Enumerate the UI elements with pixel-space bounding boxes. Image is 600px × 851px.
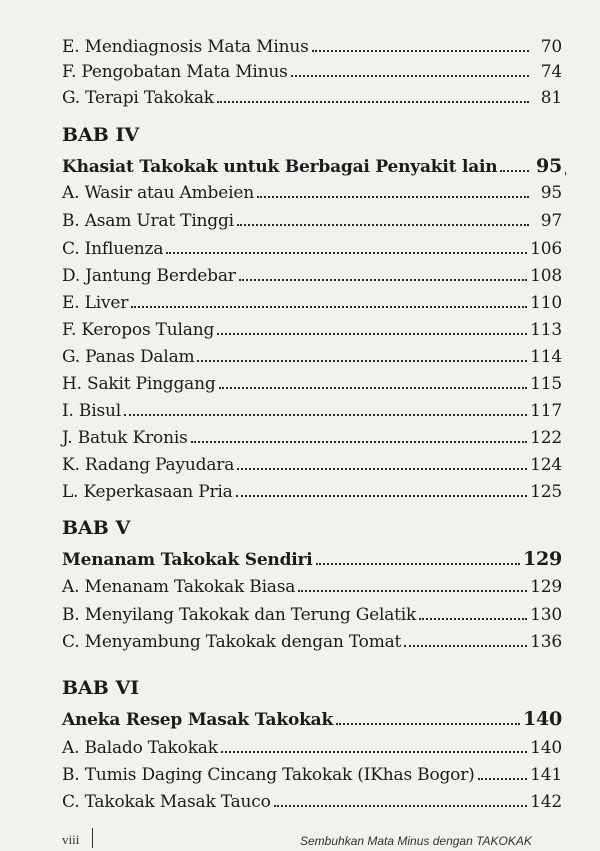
toc-entry — [62, 176, 562, 202]
entry-page: 136 — [530, 632, 562, 652]
leader-dots — [124, 414, 527, 416]
entry-label: E. Liver — [62, 293, 129, 313]
leader-dots — [237, 468, 527, 470]
entry-page: 124 — [530, 455, 562, 475]
leader-dots — [197, 360, 527, 362]
chapter-title — [62, 150, 562, 176]
entry-label: B. Asam Urat Tinggi — [62, 211, 234, 231]
toc-entry — [62, 475, 562, 501]
toc-entry — [62, 731, 562, 757]
entry-page: 110 — [530, 293, 562, 313]
leader-dots — [191, 441, 528, 443]
running-title: Sembuhkan Mata Minus dengan TAKOKAK — [300, 834, 532, 848]
leader-dots — [419, 618, 527, 620]
leader-dots — [298, 590, 527, 592]
entry-page: 142 — [530, 792, 562, 812]
toc-entry — [62, 81, 562, 107]
entry-page: 141 — [530, 765, 562, 785]
entry-page: 114 — [530, 347, 562, 367]
entry-page: 70 — [540, 37, 562, 57]
leader-dots — [166, 252, 527, 254]
chapter-title-label: Khasiat Takokak untuk Berbagai Penyakit lain — [62, 157, 498, 177]
entry-page: 108 — [530, 266, 562, 286]
entry-label: C. Takokak Masak Tauco — [62, 792, 271, 812]
leader-dots — [336, 723, 520, 725]
stray-mark: ' — [564, 170, 568, 184]
entry-label: I. Bisul — [62, 401, 121, 421]
toc-entry — [62, 625, 562, 651]
leader-dots — [500, 170, 529, 172]
footer-separator — [92, 828, 93, 848]
chapter-heading: BAB V — [62, 517, 131, 539]
chapter-title-label: Menanam Takokak Sendiri — [62, 550, 313, 570]
chapter-title-page: 140 — [522, 708, 562, 730]
chapter-title — [62, 543, 562, 569]
leader-dots — [219, 387, 528, 389]
leader-dots — [274, 805, 528, 807]
toc-entry — [62, 758, 562, 784]
toc-entry — [62, 785, 562, 811]
entry-page: 125 — [530, 482, 562, 502]
chapter-title-page: 129 — [522, 548, 562, 570]
toc-entry — [62, 232, 562, 258]
toc-entry — [62, 367, 562, 393]
entry-page: 140 — [530, 738, 562, 758]
leader-dots — [312, 50, 529, 52]
chapter-title-label: Aneka Resep Masak Takokak — [62, 710, 334, 730]
chapter-heading: BAB VI — [62, 677, 140, 699]
entry-label: E. Mendiagnosis Mata Minus — [62, 37, 309, 57]
entry-page: 95 — [540, 183, 562, 203]
chapter-title — [62, 703, 562, 729]
toc-entry — [62, 313, 562, 339]
page-footer — [0, 832, 600, 851]
entry-label: C. Influenza — [62, 239, 164, 259]
toc-entry — [62, 421, 562, 447]
entry-page: 130 — [530, 605, 562, 625]
leader-dots — [221, 751, 527, 753]
entry-label: A. Menanam Takokak Biasa — [62, 577, 296, 597]
toc-entry — [62, 598, 562, 624]
leader-dots — [217, 333, 527, 335]
entry-label: G. Terapi Takokak — [62, 88, 214, 108]
leader-dots — [316, 563, 520, 565]
leader-dots — [257, 196, 529, 198]
leader-dots — [291, 75, 529, 77]
leader-dots — [478, 778, 528, 780]
entry-page: 129 — [530, 577, 562, 597]
entry-page: 122 — [530, 428, 562, 448]
toc-entry — [62, 448, 562, 474]
toc-entry — [62, 340, 562, 366]
toc-entry — [62, 55, 562, 81]
entry-label: A. Wasir atau Ambeien — [62, 183, 254, 203]
toc-entry — [62, 394, 562, 420]
entry-page: 117 — [530, 401, 562, 421]
entry-label: A. Balado Takokak — [62, 738, 218, 758]
toc-entry — [62, 570, 562, 596]
entry-page: 74 — [540, 62, 562, 82]
page-number-roman: viii — [62, 832, 80, 847]
entry-label: J. Batuk Kronis — [62, 428, 188, 448]
entry-page: 81 — [540, 88, 562, 108]
leader-dots — [131, 306, 527, 308]
toc-entry — [62, 259, 562, 285]
toc-entry — [62, 30, 562, 56]
leader-dots — [404, 645, 527, 647]
entry-label: L. Keperkasaan Pria — [62, 482, 233, 502]
entry-label: H. Sakit Pinggang — [62, 374, 216, 394]
leader-dots — [237, 224, 529, 226]
chapter-heading: BAB IV — [62, 124, 140, 146]
entry-label: K. Radang Payudara — [62, 455, 235, 475]
entry-page: 97 — [540, 211, 562, 231]
chapter-title-page: 95 — [535, 155, 562, 177]
entry-label: D. Jantung Berdebar — [62, 266, 236, 286]
entry-page: 115 — [530, 374, 562, 394]
leader-dots — [239, 279, 527, 281]
toc-entry — [62, 204, 562, 230]
entry-label: G. Panas Dalam — [62, 347, 195, 367]
toc-entry — [62, 286, 562, 312]
entry-label: B. Tumis Daging Cincang Takokak (IKhas Bogor) — [62, 765, 475, 785]
entry-label: B. Menyilang Takokak dan Terung Gelatik — [62, 605, 417, 625]
leader-dots — [236, 495, 528, 497]
entry-label: C. Menyambung Takokak dengan Tomat — [62, 632, 402, 652]
entry-label: F. Keropos Tulang — [62, 320, 215, 340]
entry-page: 113 — [530, 320, 562, 340]
entry-page: 106 — [530, 239, 562, 259]
entry-label: F. Pengobatan Mata Minus — [62, 62, 288, 82]
leader-dots — [217, 101, 529, 103]
